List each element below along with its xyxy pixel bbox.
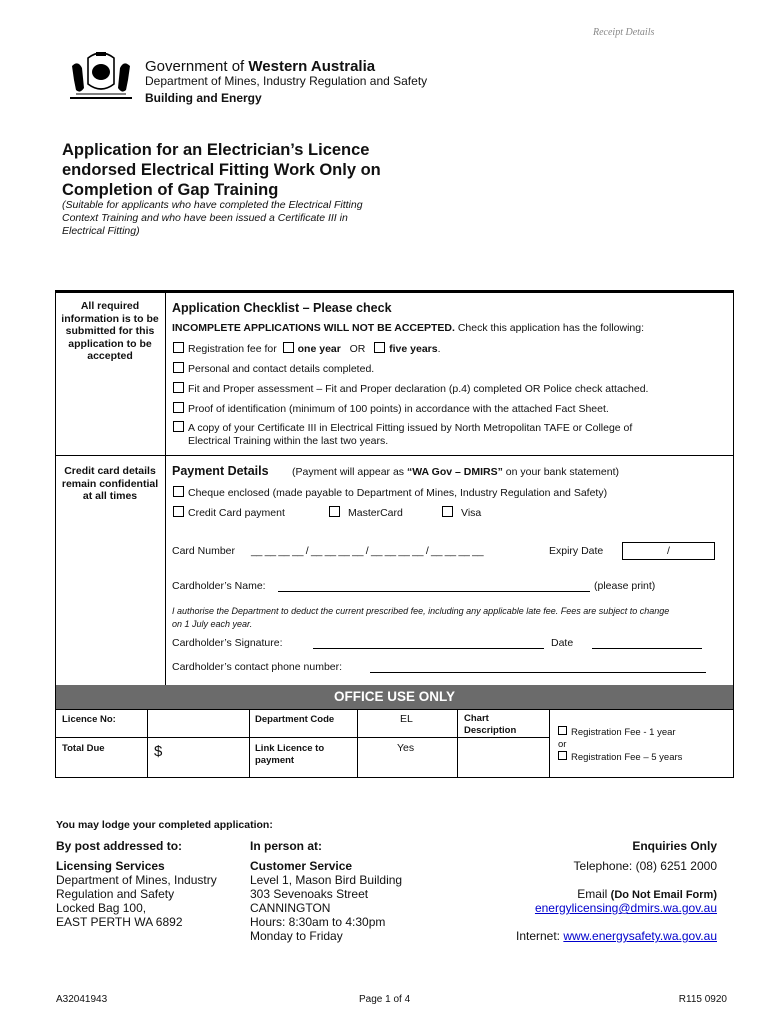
office-col-1 [147,709,148,778]
page-number: Page 1 of 4 [359,994,411,1005]
checklist-item-fee: Registration fee for one year OR five years. [173,342,441,355]
el-code: EL [400,713,413,725]
credit-card-checkbox[interactable] [173,506,184,517]
form-title: Application for an Electrician’s Licence endorsed Electrical Fitting Work Only on Completion of Gap Training [62,141,381,199]
office-use-banner: OFFICE USE ONLY [56,685,733,709]
office-top-rule [55,709,734,710]
please-print-note: (please print) [594,580,656,592]
post-heading: By post addressed to: [56,839,183,853]
five-years-checkbox[interactable] [374,342,385,353]
signature-field[interactable] [313,648,544,649]
enquiries-telephone: Telephone: (08) 6251 2000 [573,859,717,873]
cardholder-name-field[interactable] [278,591,590,592]
phone-field[interactable] [370,672,706,673]
side-column-divider [165,292,166,685]
section-divider [55,455,734,456]
office-col-2 [249,709,250,778]
checklist-item-personal: Personal and contact details completed. [173,362,374,375]
checklist-heading: Application Checklist – Please check [172,301,392,315]
website-link[interactable]: www.energysafety.wa.gov.au [563,929,717,943]
email-link[interactable]: energylicensing@dmirs.wa.gov.au [534,901,717,915]
payment-statement-note: (Payment will appear as “WA Gov – DMIRS” on your bank statement) [292,466,619,478]
card-number-label: Card Number [172,545,236,557]
signature-label: Cardholder’s Signature: [172,637,283,649]
visa-option: Visa [442,506,481,519]
one-year-checkbox[interactable] [283,342,294,353]
enquiries-email-label: Email (Do Not Email Form) [577,887,717,901]
fee-checkbox[interactable] [173,342,184,353]
in-person-heading: In person at: [250,839,323,853]
cardholder-name-label: Cardholder’s Name: [172,580,266,592]
payment-side-note: Credit card details remain confidential at all times [61,465,159,502]
wa-crest-logo [66,50,136,104]
website-line: Internet: www.energysafety.wa.gov.au [515,929,717,943]
link-licence-value: Yes [397,742,415,754]
date-field[interactable] [592,648,702,649]
checklist-item-fit: Fit and Proper assessment – Fit and Proper declaration (p.4) completed OR Police check attached. [173,382,648,395]
credit-card-option: Credit Card payment [173,506,285,519]
department-code-label: Department Code [255,714,335,725]
checklist-side-note: All required information is to be submitted for this application to be accepted [61,300,159,362]
enquiries-heading: Enquiries Only [632,839,717,853]
proof-id-checkbox[interactable] [173,402,184,413]
licence-no-label: Licence No: [62,714,116,725]
office-col-3 [357,709,358,778]
cheque-option: Cheque enclosed (made payable to Department of Mines, Industry Regulation and Safety) [173,486,607,499]
department-name: Department of Mines, Industry Regulation and Safety [145,74,428,88]
link-licence-label: Link Licence to payment [255,743,325,766]
certificate-checkbox[interactable] [173,421,184,432]
registration-fee-options: Registration Fee - 1 year or Registration Fee – 5 years [558,727,683,763]
dollar-sign: $ [154,743,163,760]
form-subtitle: (Suitable for applicants who have completed the Electrical Fitting Context Training and who have been issued a Certificate III in Electrical Fitting) [62,199,363,237]
expiry-date-field[interactable]: / [622,542,715,560]
phone-label: Cardholder’s contact phone number: [172,661,343,673]
receipt-details-label: Receipt Details [593,27,655,38]
authorisation-text: I authorise the Department to deduct the current prescribed fee, including any applicable late fee. Fees are subject to change on 1 July each year. [172,606,670,629]
office-col-5 [549,709,550,778]
reg-fee-5-checkbox[interactable] [558,751,567,760]
date-label: Date [551,637,574,649]
checklist-item-proof: Proof of identification (minimum of 100 points) in accordance with the attached Fact Sheet. [173,402,609,415]
in-person-address: Customer Service Level 1, Mason Bird Building 303 Sevenoaks Street CANNINGTON Hours: 8:30am to 4:30pm Monday to Friday [250,859,403,943]
mastercard-checkbox[interactable] [329,506,340,517]
payment-heading: Payment Details [172,464,269,478]
division-name: Building and Energy [145,91,262,105]
lodge-intro: You may lodge your completed application: [56,819,273,831]
mastercard-option: MasterCard [329,506,403,519]
visa-checkbox[interactable] [442,506,453,517]
chart-description-label: Chart Description [464,713,517,736]
personal-checkbox[interactable] [173,362,184,373]
office-col-4 [457,709,458,778]
office-row-divider [55,737,549,738]
government-title: Government of Western Australia [145,58,376,75]
total-due-label: Total Due [62,743,105,754]
checklist-warning: INCOMPLETE APPLICATIONS WILL NOT BE ACCEPTED. Check this application has the following: [172,322,645,334]
card-number-field[interactable]: __ __ __ __ / __ __ __ __ / __ __ __ __ / __ __ __ __ [251,545,484,557]
form-code: R115 0920 [678,994,727,1005]
expiry-date-label: Expiry Date [549,545,604,557]
cheque-checkbox[interactable] [173,486,184,497]
post-address: Licensing Services Department of Mines, Industry Regulation and Safety Locked Bag 100, EAST PERTH WA 6892 [56,859,217,929]
checklist-item-certificate: A copy of your Certificate III in Electrical Fitting issued by North Metropolitan TAFE or College of Electrical Training within the last two years. [173,421,632,448]
reg-fee-1-checkbox[interactable] [558,726,567,735]
document-id: A32041943 [56,994,108,1005]
fit-proper-checkbox[interactable] [173,382,184,393]
